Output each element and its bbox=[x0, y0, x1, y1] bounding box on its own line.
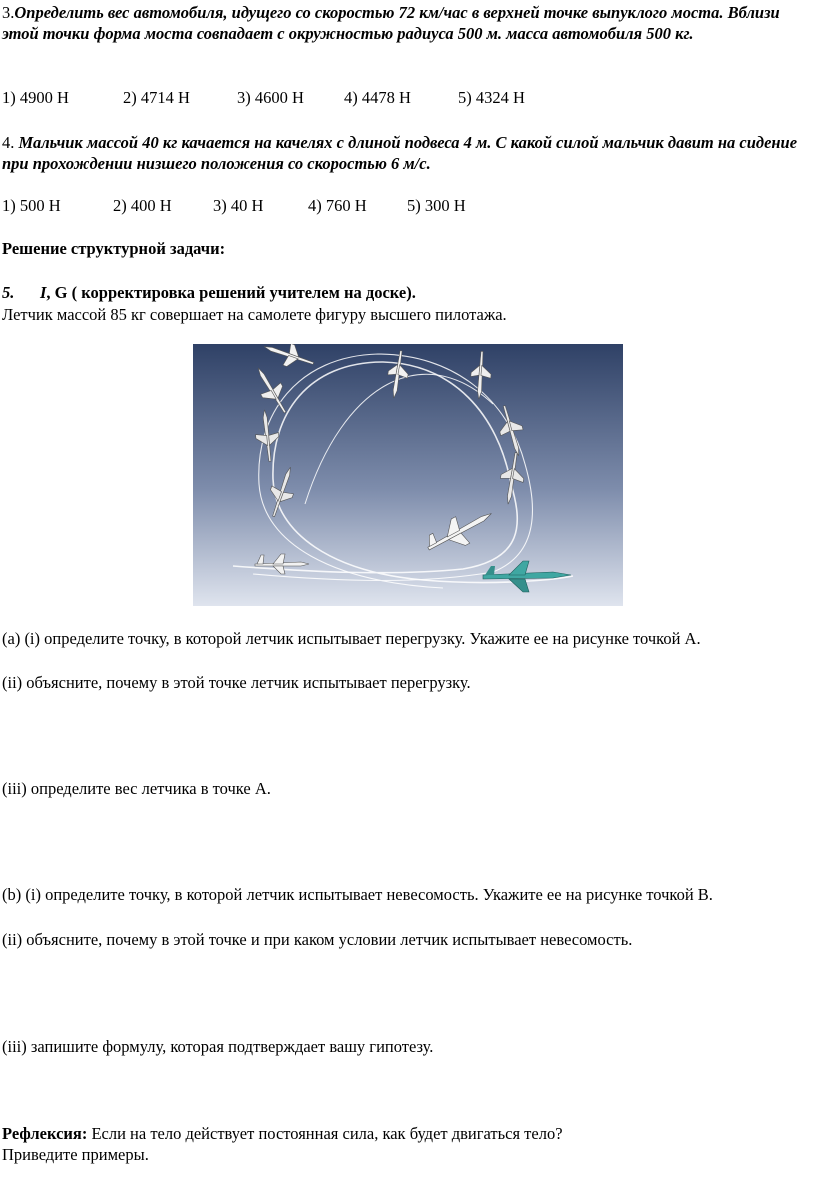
question-b-ii: (ii) объясните, почему в этой точке и при каком условии летчик испытывает невесомость. bbox=[2, 930, 633, 949]
task-5-note: , G ( корректировка решений учителем на доске). bbox=[46, 283, 416, 302]
q3-option-3: 3) 4600 Н bbox=[237, 88, 304, 107]
structured-task-heading: Решение структурной задачи: bbox=[2, 239, 226, 258]
question-4-text: Мальчик массой 40 кг качается на качелях с длиной подвеса 4 м. С какой силой мальчик давит на сидение при прохождении низшего положения со скоростью 6 м/с. bbox=[2, 133, 798, 173]
q4-option-2: 2) 400 Н bbox=[113, 196, 172, 215]
reflection bbox=[2, 1123, 810, 1144]
reflection-text: Если на тело действует постоянная сила, как будет двигаться тело? bbox=[87, 1124, 563, 1143]
question-3-text: Определить вес автомобиля, идущего со скоростью 72 км/час в верхней точке выпуклого моста. Вблизи этой точки форма моста совпадает с окружностью радиуса 500 м. масса автомобиля 500 кг. bbox=[2, 3, 780, 43]
q4-option-1: 1) 500 Н bbox=[2, 196, 61, 215]
task-5-heading bbox=[2, 282, 810, 303]
reflection-line-2: Приведите примеры. bbox=[2, 1145, 149, 1164]
reflection-label: Рефлексия: bbox=[2, 1124, 88, 1143]
question-4 bbox=[2, 132, 810, 174]
question-b-iii: (iii) запишите формулу, которая подтверждает вашу гипотезу. bbox=[2, 1037, 434, 1056]
q4-option-4: 4) 760 Н bbox=[308, 196, 367, 215]
question-3-number: 3. bbox=[2, 3, 15, 22]
q3-option-4: 4) 4478 Н bbox=[344, 88, 411, 107]
task-5-tag: I bbox=[40, 283, 47, 302]
question-a-i: (a) (i) определите точку, в которой летчик испытывает перегрузку. Укажите ее на рисунке точкой А. bbox=[2, 629, 701, 648]
sky-background bbox=[193, 344, 623, 606]
question-3-options bbox=[2, 87, 810, 108]
question-4-options bbox=[2, 195, 810, 216]
task-5-intro: Летчик массой 85 кг совершает на самолете фигуру высшего пилотажа. bbox=[2, 305, 507, 324]
question-a-iii: (iii) определите вес летчика в точке А. bbox=[2, 779, 271, 798]
q4-option-3: 3) 40 Н bbox=[213, 196, 264, 215]
aerobatic-loop-figure bbox=[193, 344, 623, 606]
question-3 bbox=[2, 2, 810, 44]
q3-option-2: 2) 4714 Н bbox=[123, 88, 190, 107]
question-b-i: (b) (i) определите точку, в которой летчик испытывает невесомость. Укажите ее на рисунке точкой В. bbox=[2, 885, 713, 904]
task-5-number: 5. bbox=[2, 283, 15, 302]
q3-option-1: 1) 4900 Н bbox=[2, 88, 69, 107]
question-4-number: 4. bbox=[2, 133, 15, 152]
q3-option-5: 5) 4324 Н bbox=[458, 88, 525, 107]
q4-option-5: 5) 300 Н bbox=[407, 196, 466, 215]
question-a-ii: (ii) объясните, почему в этой точке летчик испытывает перегрузку. bbox=[2, 673, 471, 692]
